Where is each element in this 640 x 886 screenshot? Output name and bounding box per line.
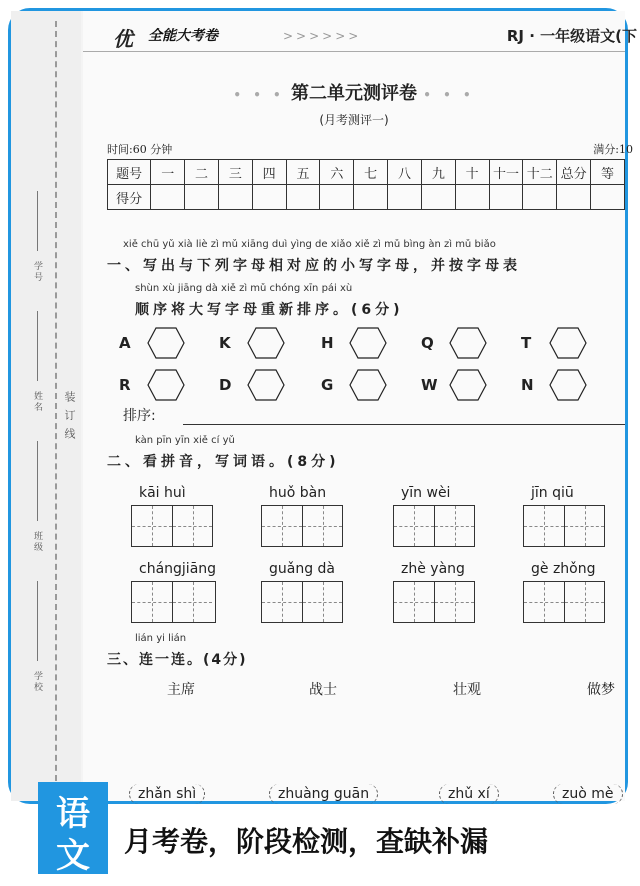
word-writing-grid (523, 485, 605, 547)
subject-badge: 语 文 (38, 782, 108, 874)
class-label: 班级 (32, 531, 42, 553)
writing-cell[interactable] (172, 582, 212, 622)
score-header-cell: 一 (151, 160, 185, 185)
score-input-cell[interactable] (151, 185, 185, 210)
word-pinyin: chángjiāng (139, 561, 217, 577)
letter-item (521, 369, 587, 401)
q1-pinyin-1: xiě chū yǔ xià liè zì mǔ xiāng duì yìng de xiǎo xiě zì mǔ bìng àn zì mǔ biǎo (123, 239, 496, 250)
letter-item (321, 369, 387, 401)
score-input-cell[interactable] (489, 185, 523, 210)
q1-instruction-2: 顺序将大写字母重新排序。(6分) (135, 302, 404, 318)
score-header-cell: 九 (421, 160, 455, 185)
writing-cell[interactable] (524, 506, 564, 546)
word-writing-grid (393, 485, 475, 547)
writing-cell[interactable] (302, 506, 342, 546)
score-input-cell[interactable] (557, 185, 591, 210)
q2-pinyin: kàn pīn yīn xiě cí yǔ (135, 435, 235, 446)
score-header-cell: 四 (252, 160, 286, 185)
uppercase-letter: T (521, 334, 532, 352)
q3-word: 战士 (309, 682, 337, 698)
q1-pinyin-2: shùn xù jiāng dà xiě zì mǔ chóng xīn pái xù (135, 283, 353, 294)
word-pinyin: yīn wèi (401, 485, 451, 501)
score-table-row-questions (108, 160, 625, 185)
score-header-cell: 二 (185, 160, 219, 185)
letter-item (219, 327, 285, 359)
writing-cell[interactable] (434, 582, 474, 622)
score-table-row-scores (108, 185, 625, 210)
uppercase-letter: H (321, 334, 334, 352)
writing-cell[interactable] (172, 506, 212, 546)
word-writing-grid (261, 485, 343, 547)
score-header-cell: 十一 (489, 160, 523, 185)
word-writing-grid (131, 561, 216, 623)
word-writing-grid (523, 561, 605, 623)
score-table (107, 159, 625, 210)
word-pinyin: jīn qiū (531, 485, 574, 501)
hexagon-answer-box[interactable] (349, 369, 387, 401)
hexagon-answer-box[interactable] (247, 327, 285, 359)
score-input-cell[interactable] (523, 185, 557, 210)
exam-subtitle: (月考测评一) (319, 113, 389, 127)
writing-cell[interactable] (564, 506, 604, 546)
word-pinyin: zhè yàng (401, 561, 465, 577)
writing-cell[interactable] (394, 582, 434, 622)
hexagon-answer-box[interactable] (147, 327, 185, 359)
hexagon-answer-box[interactable] (449, 369, 487, 401)
q3-word: 主席 (167, 682, 195, 698)
header-arrows: >>>>>> (283, 29, 362, 43)
exam-title: • • • 第二单元测评卷 • • • (233, 83, 475, 104)
letter-item (219, 369, 285, 401)
q3-word: 壮观 (453, 682, 481, 698)
letter-item (321, 327, 387, 359)
writing-cell[interactable] (262, 582, 302, 622)
score-input-cell[interactable] (388, 185, 422, 210)
hexagon-answer-box[interactable] (549, 369, 587, 401)
binding-margin (11, 11, 81, 801)
score-input-cell[interactable] (354, 185, 388, 210)
uppercase-letter: G (321, 376, 334, 394)
q2-instruction: 二、看拼音，写词语。(8分) (107, 454, 340, 470)
q1-instruction-1: 一、写出与下列字母相对应的小写字母，并按字母表 (107, 258, 521, 274)
word-writing-grid (393, 561, 475, 623)
order-label: 排序: (123, 408, 156, 424)
uppercase-letter: N (521, 376, 534, 394)
brand-name: 全能大考卷 (148, 28, 218, 44)
q3-pinyin-option[interactable]: zhǔ xí (439, 784, 499, 804)
school-label: 学校 (32, 671, 42, 693)
uppercase-letter: D (219, 376, 232, 394)
score-input-cell[interactable] (455, 185, 489, 210)
letter-item (119, 327, 185, 359)
score-label-cell: 得分 (108, 185, 151, 210)
q3-pinyin: lián yi lián (135, 633, 187, 644)
q3-pinyin-option[interactable]: zhuàng guān (269, 784, 378, 804)
writing-cell[interactable] (132, 582, 172, 622)
q3-pinyin-option[interactable]: zuò mè (553, 784, 623, 804)
writing-cell[interactable] (262, 506, 302, 546)
writing-cell[interactable] (302, 582, 342, 622)
score-header-cell: 八 (388, 160, 422, 185)
writing-cell[interactable] (394, 506, 434, 546)
score-header-cell: 三 (218, 160, 252, 185)
uppercase-letter: W (421, 376, 438, 394)
promo-caption: 月考卷，阶段检测，查缺补漏 (124, 825, 489, 858)
score-header-cell: 五 (286, 160, 320, 185)
word-pinyin: huǒ bàn (269, 485, 327, 501)
exam-page-frame (8, 8, 637, 804)
word-writing-grid (261, 561, 343, 623)
score-header-cell: 六 (320, 160, 354, 185)
binding-line-label: 装 订 线 (63, 391, 76, 441)
writing-cell[interactable] (524, 582, 564, 622)
uppercase-letter: K (219, 334, 231, 352)
hexagon-answer-box[interactable] (549, 327, 587, 359)
uppercase-letter: A (119, 334, 131, 352)
writing-cell[interactable] (434, 506, 474, 546)
brand-logo: 优 (113, 27, 133, 51)
score-header-cell: 等 (591, 160, 625, 185)
hexagon-answer-box[interactable] (147, 369, 185, 401)
score-input-cell[interactable] (185, 185, 219, 210)
score-input-cell[interactable] (252, 185, 286, 210)
student-number-label: 学号 (32, 261, 42, 283)
grade-label: RJ · 一年级语文(下 (506, 27, 637, 45)
exam-paper (83, 11, 637, 802)
letter-item (119, 369, 185, 401)
letter-item (521, 327, 587, 359)
order-answer-line[interactable] (183, 424, 625, 425)
score-header-cell: 总分 (557, 160, 591, 185)
score-input-cell[interactable] (591, 185, 625, 210)
score-input-cell[interactable] (421, 185, 455, 210)
uppercase-letter: R (119, 376, 131, 394)
time-limit: 时间:60 分钟 (107, 143, 173, 156)
writing-cell[interactable] (564, 582, 604, 622)
score-header-cell: 题号 (108, 160, 151, 185)
score-input-cell[interactable] (218, 185, 252, 210)
hexagon-answer-box[interactable] (247, 369, 285, 401)
score-header-cell: 十二 (523, 160, 557, 185)
word-pinyin: kāi huì (139, 485, 186, 501)
writing-cell[interactable] (132, 506, 172, 546)
word-writing-grid (131, 485, 213, 547)
cut-line (55, 21, 57, 791)
full-score: 满分:10 (593, 143, 633, 156)
hexagon-answer-box[interactable] (349, 327, 387, 359)
word-pinyin: gè zhǒng (531, 561, 596, 577)
uppercase-letter: Q (421, 334, 434, 352)
q3-word: 做梦 (587, 682, 615, 698)
score-header-cell: 七 (354, 160, 388, 185)
q3-instruction: 三、连一连。(4分) (107, 652, 248, 668)
name-label: 姓名 (32, 391, 42, 413)
letter-item (421, 327, 487, 359)
score-input-cell[interactable] (286, 185, 320, 210)
score-header-cell: 十 (455, 160, 489, 185)
word-pinyin: guǎng dà (269, 561, 336, 577)
letter-item (421, 369, 487, 401)
score-input-cell[interactable] (320, 185, 354, 210)
q3-pinyin-option[interactable]: zhǎn shì (129, 784, 205, 804)
hexagon-answer-box[interactable] (449, 327, 487, 359)
